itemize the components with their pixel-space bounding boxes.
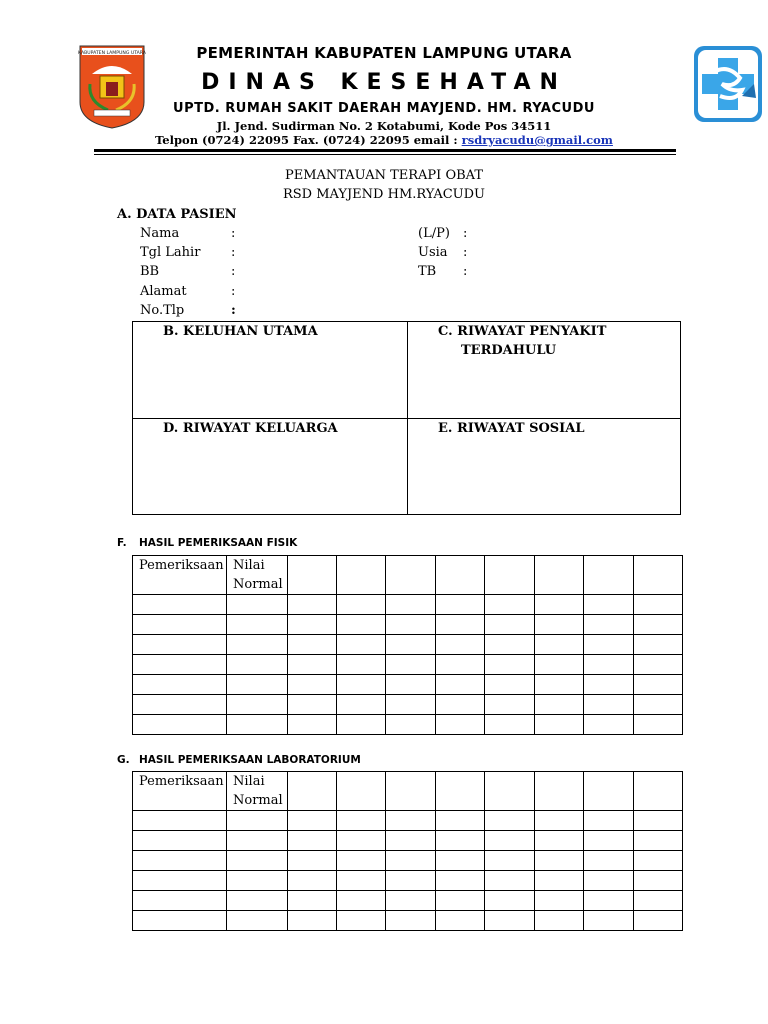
header-nilai: Nilai <box>233 774 265 789</box>
table-cell[interactable] <box>436 615 485 635</box>
table-cell[interactable] <box>535 811 584 831</box>
table-cell[interactable] <box>133 891 227 911</box>
table-cell[interactable] <box>227 615 288 635</box>
table-cell[interactable] <box>337 911 386 931</box>
table-cell[interactable] <box>485 911 535 931</box>
table-cell[interactable] <box>535 871 584 891</box>
table-cell[interactable] <box>386 811 436 831</box>
table-row <box>133 695 683 715</box>
table-cell[interactable] <box>584 615 634 635</box>
table-cell[interactable] <box>634 911 683 931</box>
table-cell[interactable] <box>288 831 337 851</box>
header-divider-thin <box>94 154 676 155</box>
field-label-tb: TB <box>418 264 437 279</box>
table-cell[interactable] <box>227 911 288 931</box>
table-cell[interactable] <box>386 911 436 931</box>
field-label-tgl-lahir: Tgl Lahir <box>140 245 201 260</box>
field-label-nama: Nama <box>140 226 180 241</box>
table-cell[interactable] <box>133 635 227 655</box>
table-cell[interactable] <box>133 655 227 675</box>
table-cell[interactable] <box>386 635 436 655</box>
table-cell[interactable] <box>288 695 337 715</box>
table-cell[interactable] <box>288 811 337 831</box>
table-cell[interactable] <box>337 851 386 871</box>
table-cell[interactable] <box>634 556 683 595</box>
table-cell[interactable] <box>584 675 634 695</box>
table-cell[interactable] <box>584 556 634 595</box>
table-row <box>133 851 683 871</box>
table-cell[interactable] <box>634 675 683 695</box>
department-heading: DINAS KESEHATAN <box>201 70 567 95</box>
table-cell[interactable] <box>133 911 227 931</box>
table-cell[interactable] <box>584 831 634 851</box>
section-f-letter: F. <box>117 537 127 549</box>
table-cell[interactable] <box>386 871 436 891</box>
table-cell[interactable] <box>485 851 535 871</box>
table-cell[interactable] <box>436 891 485 911</box>
table-cell[interactable] <box>584 772 634 811</box>
table-cell[interactable] <box>436 635 485 655</box>
table-cell[interactable] <box>386 831 436 851</box>
table-row <box>133 675 683 695</box>
field-colon: : <box>231 284 236 299</box>
table-cell[interactable] <box>485 635 535 655</box>
table-row <box>133 871 683 891</box>
table-cell[interactable] <box>634 772 683 811</box>
table-cell[interactable] <box>634 851 683 871</box>
table-cell[interactable] <box>337 595 386 615</box>
table-cell[interactable] <box>288 595 337 615</box>
table-cell[interactable] <box>133 811 227 831</box>
table-row <box>133 831 683 851</box>
header-cell-nilai-normal <box>227 556 288 595</box>
table-cell[interactable] <box>436 655 485 675</box>
table-cell[interactable] <box>337 695 386 715</box>
table-cell[interactable] <box>133 595 227 615</box>
table-cell[interactable] <box>227 695 288 715</box>
laboratory-table <box>132 771 683 931</box>
field-colon: : <box>463 264 468 279</box>
table-cell[interactable] <box>535 675 584 695</box>
table-cell[interactable] <box>634 715 683 735</box>
table-cell[interactable] <box>485 595 535 615</box>
table-cell[interactable] <box>337 871 386 891</box>
table-cell[interactable] <box>337 655 386 675</box>
field-colon: : <box>231 303 236 318</box>
government-heading: PEMERINTAH KABUPATEN LAMPUNG UTARA <box>196 44 572 62</box>
table-cell[interactable] <box>337 675 386 695</box>
table-cell[interactable] <box>535 556 584 595</box>
table-cell[interactable] <box>337 615 386 635</box>
box-e-label: E. RIWAYAT SOSIAL <box>438 421 585 436</box>
table-row <box>133 891 683 911</box>
physical-exam-table <box>132 555 683 735</box>
table-cell[interactable] <box>337 891 386 911</box>
table-cell[interactable] <box>485 831 535 851</box>
table-cell[interactable] <box>337 635 386 655</box>
table-cell[interactable] <box>485 811 535 831</box>
table-cell[interactable] <box>386 695 436 715</box>
table-cell[interactable] <box>386 655 436 675</box>
field-label-alamat: Alamat <box>140 284 187 299</box>
field-label-gender: (L/P) <box>418 226 450 241</box>
section-g-heading: HASIL PEMERIKSAAN LABORATORIUM <box>139 754 361 766</box>
address-line: Jl. Jend. Sudirman No. 2 Kotabumi, Kode Pos 34511 <box>216 119 552 133</box>
table-cell[interactable] <box>227 891 288 911</box>
table-row <box>133 615 683 635</box>
history-boxes <box>132 321 681 515</box>
table-cell[interactable] <box>634 811 683 831</box>
field-colon: : <box>231 226 236 241</box>
box-c-label-cont: TERDAHULU <box>461 343 557 358</box>
table-cell[interactable] <box>485 655 535 675</box>
table-cell[interactable] <box>337 831 386 851</box>
header-nilai: Nilai <box>233 558 265 573</box>
table-cell[interactable] <box>535 595 584 615</box>
table-cell[interactable] <box>288 891 337 911</box>
table-cell[interactable] <box>133 695 227 715</box>
header-cell-nilai-normal <box>227 772 288 811</box>
table-row <box>133 715 683 735</box>
table-cell[interactable] <box>227 655 288 675</box>
table-cell[interactable] <box>535 655 584 675</box>
table-cell[interactable] <box>227 811 288 831</box>
table-cell[interactable] <box>133 871 227 891</box>
field-label-bb: BB <box>140 264 160 279</box>
table-cell[interactable] <box>584 695 634 715</box>
header-normal: Normal <box>233 793 283 808</box>
form-subtitle: RSD MAYJEND HM.RYACUDU <box>282 187 486 202</box>
table-cell[interactable] <box>634 635 683 655</box>
table-cell[interactable] <box>535 615 584 635</box>
header-divider-thick <box>94 149 676 152</box>
table-cell[interactable] <box>485 695 535 715</box>
table-cell[interactable] <box>485 556 535 595</box>
table-cell[interactable] <box>535 911 584 931</box>
table-cell[interactable] <box>386 772 436 811</box>
table-cell[interactable] <box>634 871 683 891</box>
form-title: PEMANTAUAN TERAPI OBAT <box>284 168 484 183</box>
table-cell[interactable] <box>485 871 535 891</box>
table-cell[interactable] <box>386 891 436 911</box>
table-cell[interactable] <box>337 556 386 595</box>
table-cell[interactable] <box>133 831 227 851</box>
table-cell[interactable] <box>386 595 436 615</box>
section-g-letter: G. <box>117 754 130 766</box>
table-cell[interactable] <box>634 831 683 851</box>
table-cell[interactable] <box>133 675 227 695</box>
table-cell[interactable] <box>227 595 288 615</box>
table-cell[interactable] <box>436 911 485 931</box>
section-f-heading: HASIL PEMERIKSAAN FISIK <box>139 537 298 549</box>
table-cell[interactable] <box>584 891 634 911</box>
table-cell[interactable] <box>227 675 288 695</box>
header-normal: Normal <box>233 577 283 592</box>
table-cell[interactable] <box>535 695 584 715</box>
table-cell[interactable] <box>436 831 485 851</box>
table-cell[interactable] <box>227 871 288 891</box>
table-cell[interactable] <box>227 831 288 851</box>
box-c-label: C. RIWAYAT PENYAKIT <box>438 324 607 339</box>
table-cell[interactable] <box>634 695 683 715</box>
table-cell[interactable] <box>337 772 386 811</box>
table-cell[interactable] <box>535 635 584 655</box>
table-cell[interactable] <box>436 595 485 615</box>
section-a-heading: A. DATA PASIEN <box>117 207 237 222</box>
table-cell[interactable] <box>436 695 485 715</box>
header-cell-pemeriksaan: Pemeriksaan <box>133 772 227 811</box>
table-row <box>133 635 683 655</box>
table-cell[interactable] <box>436 871 485 891</box>
table-cell[interactable] <box>535 831 584 851</box>
table-cell[interactable] <box>337 715 386 735</box>
table-cell[interactable] <box>584 911 634 931</box>
table-cell[interactable] <box>634 891 683 911</box>
table-cell[interactable] <box>386 615 436 635</box>
contact-text: Telpon (0724) 22095 Fax. (0724) 22095 email : <box>155 133 462 147</box>
table-cell[interactable] <box>436 811 485 831</box>
table-cell[interactable] <box>436 675 485 695</box>
box-d-label: D. RIWAYAT KELUARGA <box>163 421 338 436</box>
table-cell[interactable] <box>337 811 386 831</box>
table-row <box>133 811 683 831</box>
table-cell[interactable] <box>436 772 485 811</box>
table-cell[interactable] <box>584 635 634 655</box>
table-cell[interactable] <box>288 615 337 635</box>
table-cell[interactable] <box>436 715 485 735</box>
table-cell[interactable] <box>386 675 436 695</box>
table-row <box>133 595 683 615</box>
field-colon: : <box>231 264 236 279</box>
field-label-no-tlp: No.Tlp <box>140 303 185 318</box>
table-cell[interactable] <box>584 811 634 831</box>
table-cell[interactable] <box>535 715 584 735</box>
field-colon: : <box>463 226 468 241</box>
table-cell[interactable] <box>133 851 227 871</box>
table-cell[interactable] <box>436 556 485 595</box>
table-cell[interactable] <box>288 635 337 655</box>
field-label-usia: Usia <box>418 245 448 260</box>
contact-line <box>0 133 768 147</box>
table-cell[interactable] <box>485 715 535 735</box>
table-cell[interactable] <box>584 655 634 675</box>
table-cell[interactable] <box>634 655 683 675</box>
table-cell[interactable] <box>288 675 337 695</box>
table-row <box>133 655 683 675</box>
table-cell[interactable] <box>485 891 535 911</box>
table-cell[interactable] <box>288 556 337 595</box>
email-link[interactable]: rsdryacudu@gmail.com <box>461 133 613 147</box>
table-cell[interactable] <box>584 871 634 891</box>
table-cell[interactable] <box>288 772 337 811</box>
box-b-label: B. KELUHAN UTAMA <box>163 324 318 339</box>
table-cell[interactable] <box>485 772 535 811</box>
field-colon: : <box>463 245 468 260</box>
table-cell[interactable] <box>133 615 227 635</box>
table-row <box>133 911 683 931</box>
logo-caption: KABUPATEN LAMPUNG UTARA <box>78 51 146 56</box>
table-cell[interactable] <box>386 556 436 595</box>
table-cell[interactable] <box>288 715 337 735</box>
field-colon: : <box>231 245 236 260</box>
table-cell[interactable] <box>584 851 634 871</box>
table-cell[interactable] <box>535 851 584 871</box>
table-cell[interactable] <box>288 655 337 675</box>
table-cell[interactable] <box>133 715 227 735</box>
table-cell[interactable] <box>584 715 634 735</box>
table-cell[interactable] <box>386 715 436 735</box>
table-cell[interactable] <box>584 595 634 615</box>
table-cell[interactable] <box>288 911 337 931</box>
table-cell[interactable] <box>227 715 288 735</box>
table-cell[interactable] <box>535 891 584 911</box>
table-cell[interactable] <box>485 675 535 695</box>
table-cell[interactable] <box>227 851 288 871</box>
table-cell[interactable] <box>436 851 485 871</box>
table-cell[interactable] <box>288 871 337 891</box>
table-cell[interactable] <box>227 635 288 655</box>
header-cell-pemeriksaan: Pemeriksaan <box>133 556 227 595</box>
table-cell[interactable] <box>634 615 683 635</box>
table-cell[interactable] <box>535 772 584 811</box>
table-cell[interactable] <box>485 615 535 635</box>
table-cell[interactable] <box>288 851 337 871</box>
table-cell[interactable] <box>386 851 436 871</box>
hospital-unit-heading: UPTD. RUMAH SAKIT DAERAH MAYJEND. HM. RYACUDU <box>173 101 595 116</box>
table-cell[interactable] <box>634 595 683 615</box>
